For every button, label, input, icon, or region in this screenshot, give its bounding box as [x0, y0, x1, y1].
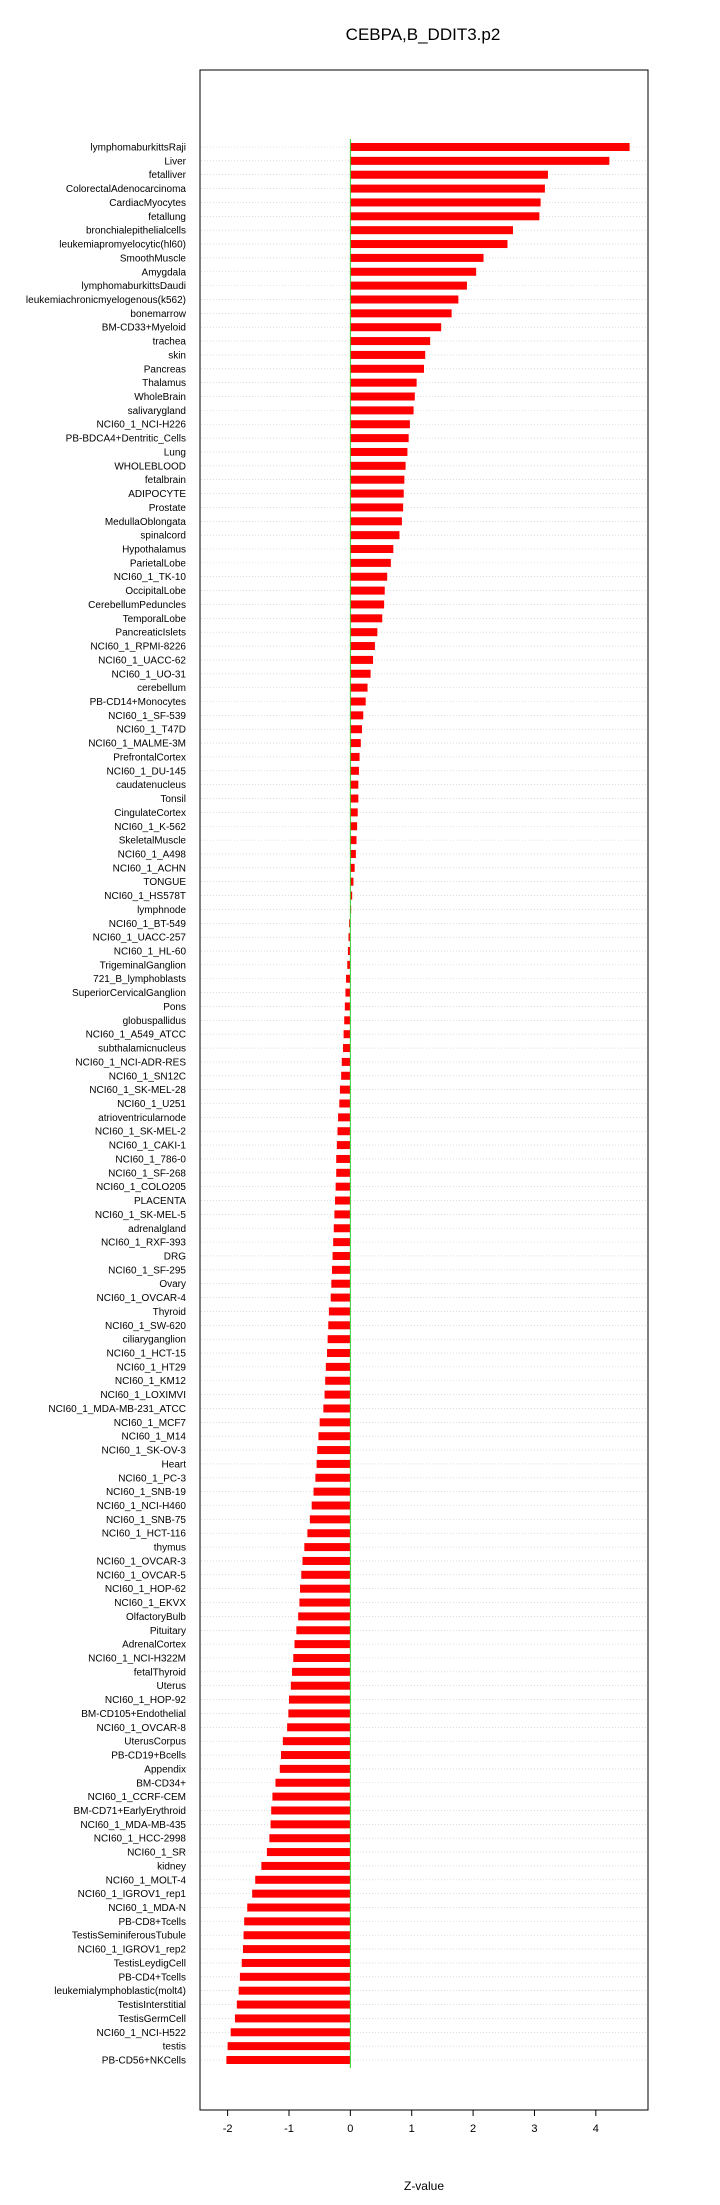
category-label: PrefrontalCortex	[113, 752, 186, 764]
bar	[350, 295, 458, 303]
category-label: NCI60_1_SF-295	[108, 1265, 186, 1277]
x-axis	[223, 2110, 599, 2135]
category-label: SuperiorCervicalGanglion	[72, 988, 186, 1000]
category-label: NCI60_1_MCF7	[113, 1417, 186, 1429]
bar	[350, 836, 356, 844]
category-label: NCI60_1_HOP-62	[104, 1584, 186, 1596]
bar	[275, 1779, 350, 1787]
bar	[333, 1252, 351, 1260]
category-labels	[26, 143, 187, 2067]
category-label: PB-CD14+Monocytes	[89, 696, 186, 708]
category-label: caudatenucleus	[115, 780, 186, 792]
category-label: NCI60_1_HS578T	[104, 891, 186, 903]
bar	[350, 642, 375, 650]
bar	[226, 2056, 350, 2064]
category-label: fetalbrain	[144, 475, 186, 487]
bar	[345, 989, 350, 997]
category-label: NCI60_1_EKVX	[114, 1598, 186, 1610]
bar	[317, 1446, 350, 1454]
bar	[296, 1626, 350, 1634]
category-label: NCI60_1_SN12C	[108, 1071, 186, 1083]
category-label: NCI60_1_OVCAR-3	[96, 1556, 186, 1568]
bar	[334, 1210, 350, 1218]
category-label: Appendix	[144, 1764, 186, 1776]
category-label: leukemiapromyelocytic(hl60)	[59, 239, 186, 251]
category-label: TestisGermCell	[118, 2013, 186, 2025]
category-label: Liver	[164, 156, 186, 168]
bar	[350, 198, 540, 206]
category-label: WholeBrain	[134, 392, 186, 404]
x-tick-label: -2	[222, 2123, 233, 2135]
category-label: NCI60_1_A549_ATCC	[85, 1029, 186, 1041]
category-label: salivarygland	[127, 405, 186, 417]
bar	[350, 559, 391, 567]
category-label: NCI60_1_CAKI-1	[108, 1140, 186, 1152]
category-label: NCI60_1_CCRF-CEM	[87, 1792, 186, 1804]
bar	[344, 1030, 351, 1038]
category-label: NCI60_1_OVCAR-4	[96, 1293, 186, 1305]
category-label: lymphomaburkittsDaudi	[81, 281, 186, 293]
category-label: DRG	[163, 1251, 186, 1263]
bar	[289, 1696, 350, 1704]
bar	[350, 185, 545, 193]
bar	[231, 2028, 351, 2036]
bar	[325, 1391, 351, 1399]
category-label: kidney	[157, 1861, 186, 1873]
category-label: NCI60_1_OVCAR-8	[96, 1722, 186, 1734]
category-label: Ovary	[159, 1279, 186, 1291]
bar	[350, 753, 359, 761]
bar	[281, 1751, 350, 1759]
bar	[350, 864, 354, 872]
bar	[328, 1335, 351, 1343]
category-label: TemporalLobe	[122, 613, 186, 625]
category-label: OlfactoryBulb	[125, 1611, 186, 1623]
category-label: NCI60_1_DU-145	[106, 766, 186, 778]
category-label: PB-CD4+Tcells	[118, 1972, 186, 1984]
bar	[336, 1183, 351, 1191]
bar	[314, 1488, 351, 1496]
bar	[350, 600, 384, 608]
bar	[255, 1876, 350, 1884]
category-label: NCI60_1_SNB-19	[105, 1487, 186, 1499]
category-label: ParietalLobe	[129, 558, 186, 570]
category-label: PB-CD56+NKCells	[101, 2055, 186, 2067]
category-label: Thyroid	[152, 1306, 186, 1318]
bar	[336, 1169, 350, 1177]
bar	[340, 1086, 350, 1094]
x-axis-label: Z-value	[403, 2179, 445, 2193]
bar	[240, 1973, 350, 1981]
category-label: SmoothMuscle	[119, 253, 186, 265]
category-label: BM-CD105+Endothelial	[81, 1708, 186, 1720]
category-label: NCI60_1_A498	[117, 849, 186, 861]
bar	[350, 545, 393, 553]
bar	[345, 1002, 351, 1010]
bar	[350, 282, 467, 290]
bar	[237, 2001, 351, 2009]
bar	[271, 1806, 350, 1814]
bar	[350, 587, 384, 595]
category-label: NCI60_1_PC-3	[118, 1473, 186, 1485]
bar	[341, 1072, 350, 1080]
bar	[331, 1294, 351, 1302]
bar	[333, 1238, 350, 1246]
category-label: NCI60_1_HCT-15	[106, 1348, 186, 1360]
bar	[326, 1363, 351, 1371]
category-label: spinalcord	[140, 530, 186, 542]
bar	[252, 1890, 350, 1898]
bar	[350, 490, 403, 498]
bar	[310, 1515, 351, 1523]
bar	[350, 711, 363, 719]
category-label: NCI60_1_SK-MEL-5	[94, 1209, 186, 1221]
category-label: lymphomaburkittsRaji	[90, 142, 186, 154]
x-tick-label: 3	[531, 2123, 538, 2135]
category-label: NCI60_1_T47D	[116, 724, 186, 736]
category-label: CardiacMyocytes	[109, 197, 186, 209]
category-label: NCI60_1_MDA-MB-231_ATCC	[48, 1403, 186, 1415]
category-label: NCI60_1_NCI-H460	[96, 1501, 186, 1513]
category-label: CerebellumPeduncles	[88, 599, 186, 611]
bar	[312, 1502, 351, 1510]
category-label: NCI60_1_HCT-116	[101, 1528, 186, 1540]
bar	[350, 684, 367, 692]
category-label: adrenalgland	[128, 1223, 186, 1235]
bar	[343, 1044, 350, 1052]
category-label: NCI60_1_SF-268	[108, 1168, 186, 1180]
bar	[350, 808, 357, 816]
bar	[261, 1862, 350, 1870]
category-label: fetalThyroid	[133, 1667, 186, 1679]
bar	[304, 1543, 350, 1551]
category-label: Prostate	[148, 502, 186, 514]
bar	[350, 503, 403, 511]
bar	[243, 1945, 350, 1953]
bar	[315, 1474, 350, 1482]
category-label: PB-CD8+Tcells	[118, 1916, 186, 1928]
bar	[299, 1599, 350, 1607]
bar	[350, 254, 483, 262]
bar	[287, 1723, 350, 1731]
bar	[350, 476, 404, 484]
category-label: AdrenalCortex	[122, 1639, 186, 1651]
bar	[300, 1585, 350, 1593]
category-label: PancreaticIslets	[115, 627, 186, 639]
category-label: trachea	[152, 336, 186, 348]
bar	[350, 517, 402, 525]
bar	[342, 1058, 351, 1066]
category-label: thymus	[153, 1542, 186, 1554]
bar	[350, 406, 413, 414]
category-label: Uterus	[156, 1681, 186, 1693]
category-label: NCI60_1_UACC-257	[92, 932, 186, 944]
category-label: NCI60_1_UACC-62	[98, 655, 186, 667]
bar	[295, 1640, 351, 1648]
bar	[328, 1321, 350, 1329]
bar	[327, 1349, 350, 1357]
category-label: BM-CD34+	[136, 1778, 186, 1790]
category-label: 721_B_lymphoblasts	[93, 974, 186, 986]
bar	[350, 614, 382, 622]
bar	[350, 212, 539, 220]
plot-area	[200, 70, 648, 2110]
bar	[280, 1765, 351, 1773]
bar	[350, 309, 451, 317]
category-label: NCI60_1_KM12	[114, 1376, 186, 1388]
category-label: WHOLEBLOOD	[114, 461, 186, 473]
category-label: NCI60_1_K-562	[114, 821, 186, 833]
category-label: NCI60_1_SK-MEL-28	[89, 1085, 186, 1097]
category-label: NCI60_1_IGROV1_rep2	[77, 1944, 186, 1956]
bar	[350, 850, 356, 858]
chart-title: CEBPA,B_DDIT3.p2	[345, 25, 501, 44]
bar	[350, 226, 513, 234]
category-label: fetalliver	[148, 170, 186, 182]
category-label: Pituitary	[149, 1625, 186, 1637]
category-label: NCI60_1_MDA-MB-435	[80, 1819, 186, 1831]
grid-lines	[201, 147, 647, 2060]
bar	[318, 1432, 350, 1440]
category-label: NCI60_1_SK-MEL-2	[94, 1126, 186, 1138]
category-label: TONGUE	[143, 877, 186, 889]
bar	[271, 1820, 351, 1828]
bar	[350, 143, 629, 151]
bar	[334, 1224, 351, 1232]
bar	[338, 1113, 350, 1121]
bar	[350, 822, 357, 830]
category-label: NCI60_1_IGROV1_rep1	[77, 1889, 186, 1901]
category-label: TestisInterstitial	[117, 2000, 186, 2012]
category-label: NCI60_1_BT-549	[108, 918, 186, 930]
bar	[350, 795, 358, 803]
category-label: bronchialepithelialcells	[85, 225, 186, 237]
bar	[323, 1404, 350, 1412]
x-tick-label: 2	[470, 2123, 477, 2135]
bar	[244, 1931, 351, 1939]
category-label: NCI60_1_NCI-H322M	[88, 1653, 186, 1665]
category-label: NCI60_1_SNB-75	[105, 1514, 186, 1526]
category-label: ciliaryganglion	[122, 1334, 186, 1346]
bar	[292, 1668, 350, 1676]
category-label: Pons	[163, 1001, 186, 1013]
bar	[307, 1529, 350, 1537]
category-label: subthalamicnucleus	[98, 1043, 186, 1055]
bar	[350, 725, 362, 733]
bar	[344, 1016, 350, 1024]
bar	[302, 1557, 350, 1565]
bar	[350, 697, 365, 705]
bar	[317, 1460, 351, 1468]
bar	[350, 531, 399, 539]
bar	[335, 1197, 350, 1205]
category-label: PLACENTA	[133, 1196, 186, 1208]
bar	[301, 1571, 350, 1579]
category-label: lymphnode	[137, 904, 186, 916]
category-label: bonemarrow	[130, 308, 186, 320]
category-label: Heart	[161, 1459, 186, 1471]
bar	[350, 351, 425, 359]
bar	[331, 1280, 350, 1288]
category-label: Thalamus	[142, 378, 186, 390]
category-label: Pancreas	[143, 364, 186, 376]
category-label: Hypothalamus	[122, 544, 186, 556]
bar	[288, 1709, 350, 1717]
category-label: NCI60_1_COLO205	[95, 1182, 186, 1194]
category-label: NCI60_1_SR	[127, 1847, 186, 1859]
bar	[350, 420, 410, 428]
category-label: PB-BDCA4+Dentritic_Cells	[65, 433, 186, 445]
category-label: OccipitalLobe	[125, 586, 186, 598]
category-label: NCI60_1_MOLT-4	[105, 1875, 186, 1887]
category-label: NCI60_1_NCI-H226	[96, 419, 186, 431]
category-label: NCI60_1_UO-31	[111, 669, 186, 681]
bar	[350, 157, 609, 165]
bar	[350, 171, 548, 179]
category-label: NCI60_1_HT29	[116, 1362, 186, 1374]
bar	[235, 2014, 350, 2022]
bar	[267, 1848, 350, 1856]
category-label: testis	[162, 2041, 186, 2053]
category-label: Amygdala	[141, 267, 186, 279]
x-tick-label: 1	[408, 2123, 415, 2135]
bar	[298, 1612, 350, 1620]
bar	[337, 1141, 351, 1149]
category-label: BM-CD33+Myeloid	[101, 322, 186, 334]
category-label: NCI60_1_NCI-H522	[96, 2027, 186, 2039]
category-label: NCI60_1_HOP-92	[104, 1695, 186, 1707]
category-label: Lung	[163, 447, 186, 459]
category-label: NCI60_1_U251	[117, 1099, 186, 1110]
category-label: NCI60_1_SF-539	[108, 710, 186, 722]
category-label: UterusCorpus	[124, 1736, 186, 1748]
bar	[239, 1987, 351, 1995]
category-label: NCI60_1_RXF-393	[100, 1237, 186, 1249]
category-label: NCI60_1_HL-60	[113, 946, 186, 958]
category-label: BM-CD71+EarlyErythroid	[73, 1805, 186, 1817]
bar	[228, 2042, 351, 2050]
bars	[226, 143, 629, 2064]
bar	[350, 393, 414, 401]
category-label: NCI60_1_SK-OV-3	[101, 1445, 186, 1457]
bar	[329, 1307, 350, 1315]
bar	[350, 323, 441, 331]
category-label: MedullaOblongata	[104, 516, 186, 528]
category-label: CingulateCortex	[114, 807, 186, 819]
category-label: SkeletalMuscle	[118, 835, 186, 847]
category-label: fetallung	[148, 211, 186, 223]
bar	[350, 670, 370, 678]
category-label: PB-CD19+Bcells	[111, 1750, 186, 1762]
bar	[350, 337, 430, 345]
bar	[350, 573, 387, 581]
category-label: NCI60_1_RPMI-8226	[90, 641, 186, 653]
bar	[244, 1917, 350, 1925]
category-label: globuspallidus	[122, 1015, 186, 1027]
x-tick-label: -1	[284, 2123, 294, 2135]
x-tick-label: 0	[347, 2123, 354, 2135]
category-label: NCI60_1_786-0	[115, 1154, 186, 1166]
bar	[346, 975, 350, 983]
bar	[350, 268, 476, 276]
bar	[339, 1100, 350, 1108]
category-label: Tonsil	[160, 794, 186, 806]
category-label: NCI60_1_M14	[121, 1431, 186, 1443]
bar	[291, 1682, 351, 1690]
bar	[332, 1266, 350, 1274]
category-label: NCI60_1_NCI-ADR-RES	[75, 1057, 186, 1069]
category-label: leukemialymphoblastic(molt4)	[54, 1986, 186, 1998]
category-label: ColorectalAdenocarcinoma	[65, 184, 186, 196]
bar	[283, 1737, 351, 1745]
category-label: NCI60_1_SW-620	[105, 1320, 186, 1332]
category-label: NCI60_1_ACHN	[112, 863, 186, 875]
bar	[325, 1377, 350, 1385]
bar	[350, 448, 407, 456]
category-label: TestisLeydigCell	[113, 1958, 186, 1970]
bar	[350, 767, 359, 775]
category-label: leukemiachronicmyelogenous(k562)	[25, 294, 186, 306]
bar	[350, 434, 408, 442]
x-tick-label: 4	[592, 2123, 599, 2135]
bar	[272, 1793, 350, 1801]
category-label: NCI60_1_TK-10	[113, 572, 186, 584]
bar	[293, 1654, 350, 1662]
category-label: TrigeminalGanglion	[99, 960, 186, 972]
category-label: TestisSeminiferousTubule	[71, 1930, 186, 1942]
bar	[350, 656, 373, 664]
bar	[336, 1155, 350, 1163]
bar	[350, 781, 358, 789]
bar	[350, 240, 507, 248]
category-label: NCI60_1_MDA-N	[108, 1903, 186, 1915]
bar	[242, 1959, 351, 1967]
bar	[350, 462, 405, 470]
bar	[350, 739, 360, 747]
bar	[247, 1904, 350, 1912]
bar	[320, 1418, 351, 1426]
category-label: atrioventricularnode	[98, 1112, 186, 1124]
category-label: ADIPOCYTE	[128, 489, 186, 501]
bar	[269, 1834, 350, 1842]
category-label: NCI60_1_HCC-2998	[93, 1833, 186, 1845]
category-label: cerebellum	[137, 683, 186, 695]
category-label: NCI60_1_MALME-3M	[88, 738, 186, 750]
bar	[350, 365, 424, 373]
bar	[337, 1127, 350, 1135]
category-label: NCI60_1_OVCAR-5	[96, 1570, 186, 1582]
category-label: NCI60_1_LOXIMVI	[100, 1390, 186, 1402]
bar	[350, 628, 377, 636]
bar	[350, 379, 416, 387]
category-label: skin	[168, 350, 186, 362]
